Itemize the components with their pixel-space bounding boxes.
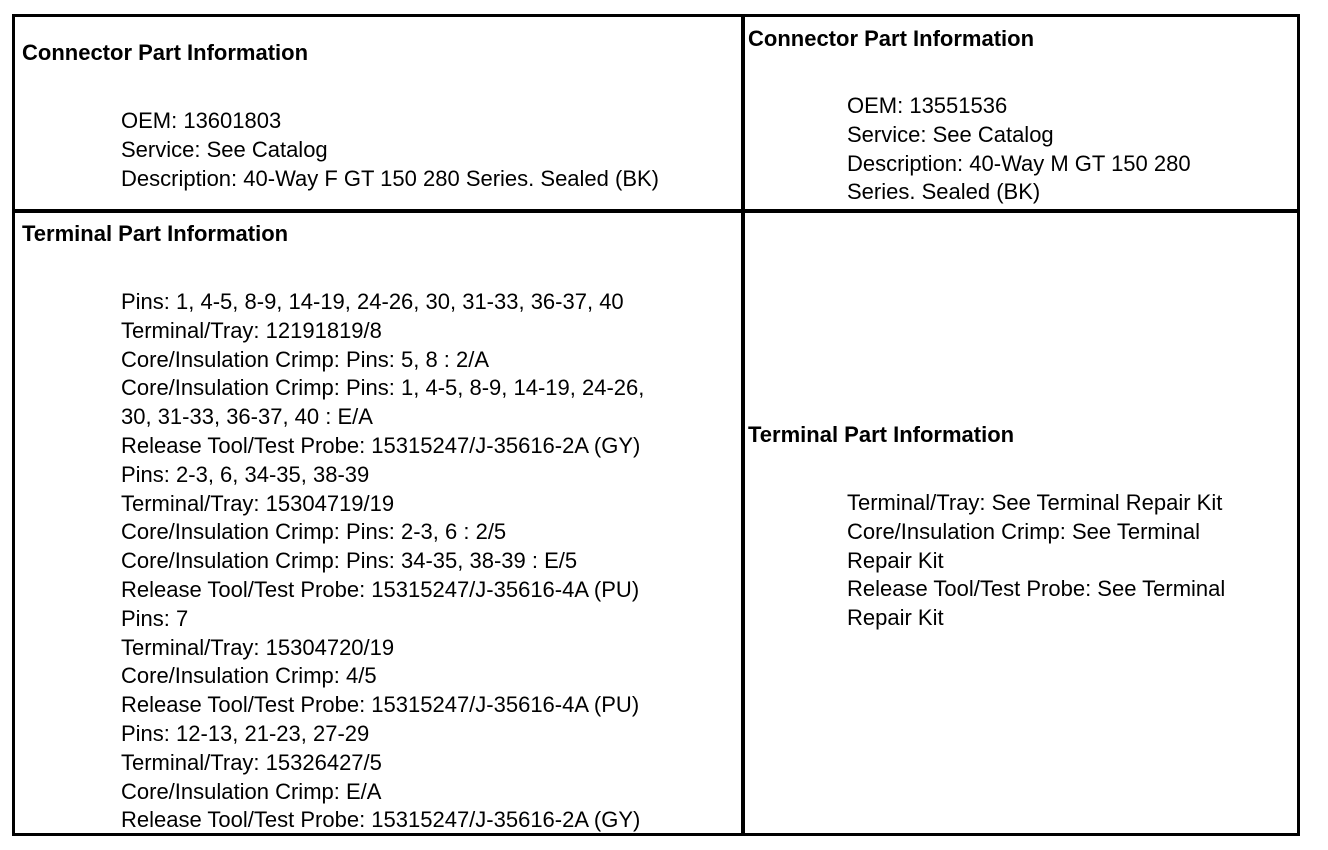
terminal-line: Terminal/Tray: See Terminal Repair Kit — [847, 490, 1223, 515]
terminal-line: Repair Kit — [847, 605, 944, 631]
terminal-line: Terminal/Tray: 15326427/5 — [121, 749, 382, 775]
terminal-line: Pins: 1, 4-5, 8-9, 14-19, 24-26, 30, 31-33, 36-37, 40 — [121, 289, 624, 314]
terminal-line: 30, 31-33, 36-37, 40 : E/A — [121, 404, 373, 430]
terminal-line: Release Tool/Test Probe: 15315247/J-35616-2A (GY) — [121, 432, 641, 458]
terminal-line: Core/Insulation Crimp: Pins: 34-35, 38-39 : E/5 — [121, 548, 578, 574]
terminal-line: Release Tool/Test Probe: See Terminal — [847, 576, 1226, 602]
terminal-line: Core/Insulation Crimp: E/A — [121, 778, 382, 804]
terminal-heading-left: Terminal Part Information — [22, 221, 289, 246]
terminal-line: Terminal/Tray: 15304720/19 — [121, 634, 395, 660]
terminal-line: Core/Insulation Crimp: 4/5 — [121, 663, 377, 689]
part-information-table — [12, 14, 1300, 836]
row-divider — [15, 209, 1297, 213]
terminal-line: Core/Insulation Crimp: Pins: 1, 4-5, 8-9, 14-19, 24-26, — [121, 375, 645, 401]
terminal-line: Pins: 2-3, 6, 34-35, 38-39 — [121, 461, 370, 487]
terminal-line: Repair Kit — [847, 547, 944, 573]
terminal-line: Terminal/Tray: 15304719/19 — [121, 490, 395, 516]
terminal-line: Release Tool/Test Probe: 15315247/J-35616-4A (PU) — [121, 692, 640, 718]
terminal-line: Core/Insulation Crimp: Pins: 2-3, 6 : 2/5 — [121, 519, 507, 545]
connector-line: OEM: 13551536 — [847, 93, 1008, 118]
terminal-line: Terminal/Tray: 12191819/8 — [121, 317, 382, 343]
connector-lines-right — [847, 92, 1191, 207]
column-divider — [741, 17, 745, 833]
connector-line: Description: 40-Way F GT 150 280 Series. Sealed (BK) — [121, 165, 660, 191]
terminal-line: Core/Insulation Crimp: Pins: 5, 8 : 2/A — [121, 346, 490, 372]
terminal-line: Pins: 7 — [121, 605, 189, 631]
terminal-line: Release Tool/Test Probe: 15315247/J-35616-2A (GY) — [121, 807, 641, 833]
connector-lines-left — [121, 107, 659, 193]
terminal-heading-right: Terminal Part Information — [748, 422, 1015, 447]
connector-line: Service: See Catalog — [847, 121, 1054, 147]
terminal-line: Release Tool/Test Probe: 15315247/J-35616-4A (PU) — [121, 576, 640, 602]
terminal-line: Pins: 12-13, 21-23, 27-29 — [121, 720, 370, 746]
connector-line: Description: 40-Way M GT 150 280 — [847, 150, 1191, 176]
connector-line: OEM: 13601803 — [121, 108, 282, 133]
terminal-cell-left — [15, 213, 741, 833]
connector-heading-left: Connector Part Information — [22, 40, 309, 65]
connector-cell-left — [15, 17, 741, 209]
connector-heading-right: Connector Part Information — [748, 26, 1035, 51]
connector-cell-right — [745, 17, 1297, 209]
connector-line: Series. Sealed (BK) — [847, 179, 1041, 205]
terminal-line: Core/Insulation Crimp: See Terminal — [847, 518, 1200, 544]
connector-line: Service: See Catalog — [121, 136, 328, 162]
terminal-lines-left — [121, 288, 644, 835]
terminal-cell-right — [745, 213, 1297, 833]
terminal-lines-right — [847, 489, 1225, 633]
